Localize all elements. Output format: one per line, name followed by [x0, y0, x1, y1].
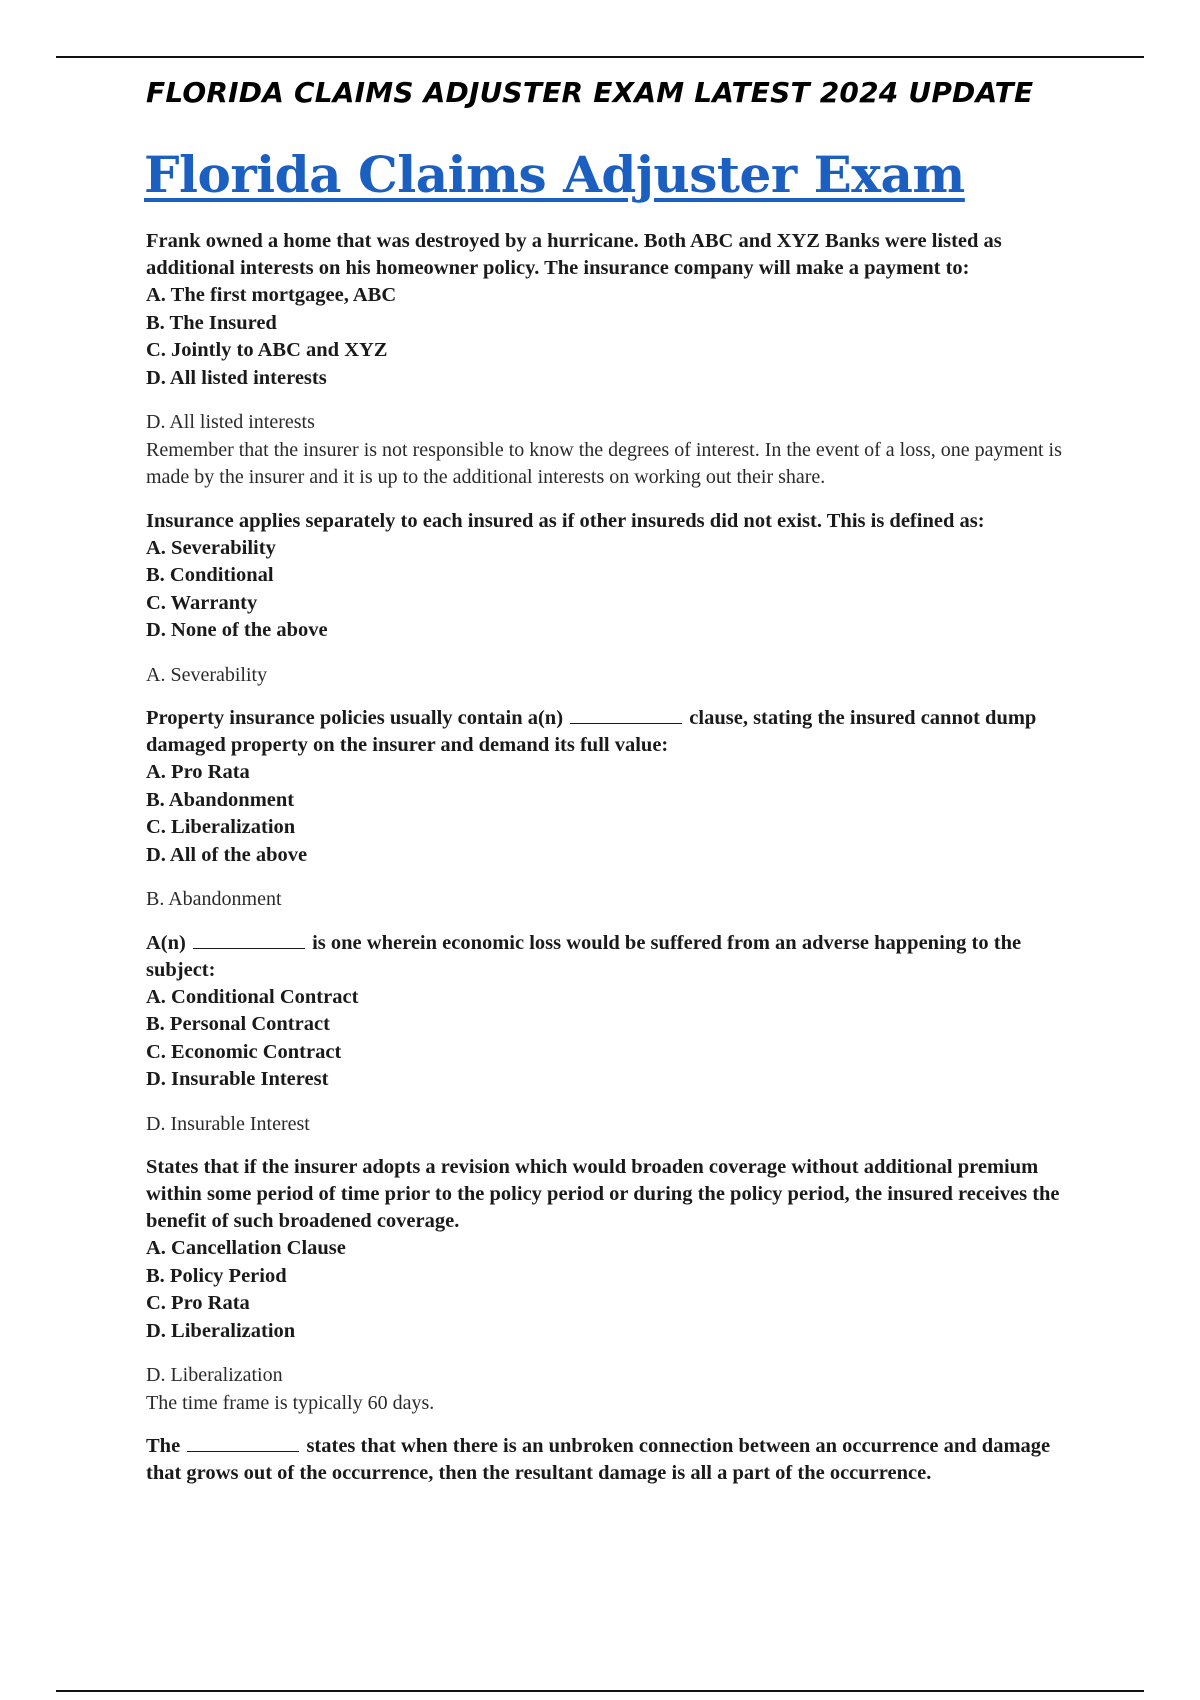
- question-block: [146, 1433, 1066, 1487]
- question-text-before: The: [146, 1435, 181, 1457]
- option-d: D. None of the above: [146, 619, 328, 641]
- option-c: C. Liberalization: [146, 816, 296, 838]
- question-text-after: clause, stating the insured cannot dump damaged property on the insurer and demand its full value:: [146, 707, 1037, 756]
- option-b: B. Policy Period: [146, 1264, 287, 1287]
- answer-block: [146, 1362, 1066, 1417]
- option-b: B. The Insured: [146, 311, 277, 334]
- explanation-text: Remember that the insurer is not responsible to know the degrees of interest. In the event of a loss, one payment is made by the insurer and it is up to the additional interests on working out their share.: [146, 438, 1062, 488]
- fill-in-blank: [193, 930, 305, 949]
- answer-text: B. Abandonment: [146, 888, 282, 910]
- document-title: Florida Claims Adjuster Exam: [144, 145, 965, 204]
- fill-in-blank: [187, 1433, 299, 1452]
- option-d: D. All listed interests: [146, 366, 327, 389]
- document-body: [146, 228, 1066, 1503]
- question-text: [146, 1433, 1066, 1487]
- option-a: A. The first mortgagee, ABC: [146, 284, 397, 306]
- option-a: A. Pro Rata: [146, 761, 250, 783]
- option-a: A. Cancellation Clause: [146, 1237, 346, 1259]
- question-text: [146, 930, 1066, 984]
- question-block: [146, 508, 1066, 690]
- question-text-before: Property insurance policies usually contain a(n): [146, 707, 564, 729]
- answer-block: [146, 886, 1066, 914]
- question-text: Insurance applies separately to each insured as if other insureds did not exist. This is defined as:: [146, 509, 985, 532]
- fill-in-blank: [570, 705, 682, 724]
- option-d: D. Insurable Interest: [146, 1068, 329, 1090]
- answer-block: [146, 409, 1066, 492]
- answer-text: A. Severability: [146, 663, 268, 686]
- option-list: [146, 1235, 1066, 1345]
- answer-block: [146, 1111, 1066, 1139]
- question-block: [146, 705, 1066, 914]
- option-b: B. Personal Contract: [146, 1013, 330, 1035]
- option-list: [146, 759, 1066, 869]
- option-c: C. Pro Rata: [146, 1292, 250, 1314]
- option-list: [146, 282, 1066, 392]
- running-header: FLORIDA CLAIMS ADJUSTER EXAM LATEST 2024 UPDATE: [146, 76, 1034, 109]
- question-block: [146, 1154, 1066, 1417]
- option-a: A. Severability: [146, 536, 276, 559]
- question-text-after: states that when there is an unbroken connection between an occurrence and damage that grows out of the occurrence, then the resultant damage is all a part of the occurrence.: [146, 1435, 1051, 1484]
- question-text-before: A(n): [146, 931, 186, 954]
- option-b: B. Abandonment: [146, 788, 295, 811]
- option-c: C. Economic Contract: [146, 1040, 342, 1063]
- answer-text: D. All listed interests: [146, 411, 315, 433]
- option-c: C. Warranty: [146, 591, 258, 614]
- option-a: A. Conditional Contract: [146, 985, 359, 1008]
- question-block: [146, 930, 1066, 1139]
- question-text: States that if the insurer adopts a revision which would broaden coverage without additional premium within some period of time prior to the policy period or during the policy period, the insured receives the benefit of such broadened coverage.: [146, 1156, 1060, 1232]
- answer-text: D. Insurable Interest: [146, 1112, 310, 1135]
- question-block: [146, 228, 1066, 492]
- option-list: [146, 984, 1066, 1094]
- option-b: B. Conditional: [146, 564, 274, 586]
- question-text-after: is one wherein economic loss would be suffered from an adverse happening to the subject:: [146, 931, 1022, 981]
- question-text: [146, 705, 1066, 759]
- option-d: D. Liberalization: [146, 1319, 296, 1342]
- top-rule: [56, 56, 1144, 58]
- answer-block: [146, 662, 1066, 690]
- option-d: D. All of the above: [146, 843, 308, 866]
- answer-text: D. Liberalization: [146, 1364, 283, 1386]
- option-list: [146, 535, 1066, 645]
- option-c: C. Jointly to ABC and XYZ: [146, 339, 388, 361]
- explanation-text: The time frame is typically 60 days.: [146, 1391, 435, 1414]
- bottom-rule: [56, 1690, 1144, 1692]
- question-text: Frank owned a home that was destroyed by a hurricane. Both ABC and XYZ Banks were listed as additional interests on his homeowner policy. The insurance company will make a payment to:: [146, 230, 1002, 279]
